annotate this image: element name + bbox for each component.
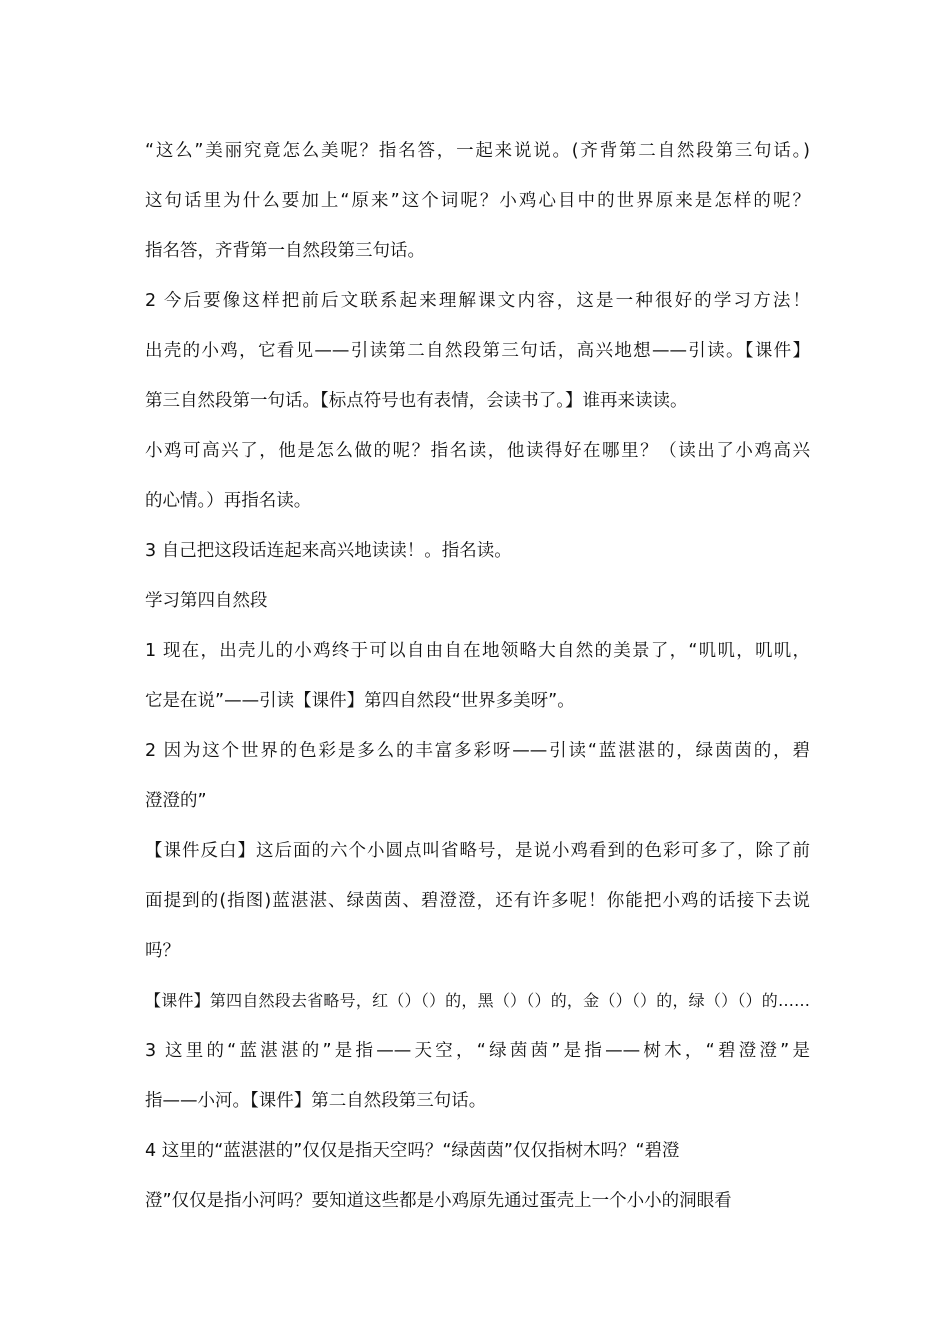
text-line: 小鸡可高兴了，他是怎么做的呢？指名读，他读得好在哪里？（读出了小鸡高兴 [145, 441, 810, 461]
text-line: 指名答，齐背第一自然段第三句话。 [145, 241, 425, 261]
text-line: 3 这里的“蓝湛湛的”是指——天空，“绿茵茵”是指——树木，“碧澄澄”是 [145, 1041, 810, 1061]
text-line: 澄”仅仅是指小河吗？要知道这些都是小鸡原先通过蛋壳上一个小小的洞眼看 [145, 1191, 732, 1211]
section-heading: 学习第四自然段 [145, 591, 268, 611]
text-line: 它是在说”——引读【课件】第四自然段“世界多美呀”。 [145, 691, 575, 711]
text-line: 【课件】第四自然段去省略号，红（）（）的，黑（）（）的，金（）（）的，绿（）（）的…… [145, 991, 810, 1010]
text-line: 澄澄的” [145, 791, 207, 811]
text-line: 指——小河。【课件】第二自然段第三句话。 [145, 1091, 487, 1111]
text-line: 第三自然段第一句话。【标点符号也有表情，会读书了。】谁再来读读。 [145, 391, 688, 411]
text-line: 3 自己把这段话连起来高兴地读读！。指名读。 [145, 541, 512, 561]
text-line: 2 因为这个世界的色彩是多么的丰富多彩呀——引读“蓝湛湛的，绿茵茵的，碧 [145, 741, 810, 761]
text-line: 这句话里为什么要加上“原来”这个词呢？小鸡心目中的世界原来是怎样的呢？ [145, 191, 810, 211]
text-line: 1 现在，出壳儿的小鸡终于可以自由自在地领略大自然的美景了，“叽叽，叽叽， [145, 641, 810, 661]
text-line: 面提到的(指图)蓝湛湛、绿茵茵、碧澄澄，还有许多呢！你能把小鸡的话接下去说 [145, 891, 810, 911]
document-body [145, 136, 810, 1236]
text-line: 吗？ [145, 941, 180, 961]
text-line: 2 今后要像这样把前后文联系起来理解课文内容，这是一种很好的学习方法！ [145, 291, 810, 311]
text-line: 出壳的小鸡，它看见——引读第二自然段第三句话，高兴地想——引读。【课件】 [145, 341, 810, 361]
text-line: “这么”美丽究竟怎么美呢？指名答，一起来说说。(齐背第二自然段第三句话。) [145, 141, 810, 161]
text-line: 【课件反白】这后面的六个小圆点叫省略号，是说小鸡看到的色彩可多了，除了前 [145, 841, 810, 861]
text-line: 的心情。）再指名读。 [145, 491, 312, 511]
text-line: 4 这里的“蓝湛湛的”仅仅是指天空吗？“绿茵茵”仅仅指树木吗？“碧澄 [145, 1141, 680, 1161]
